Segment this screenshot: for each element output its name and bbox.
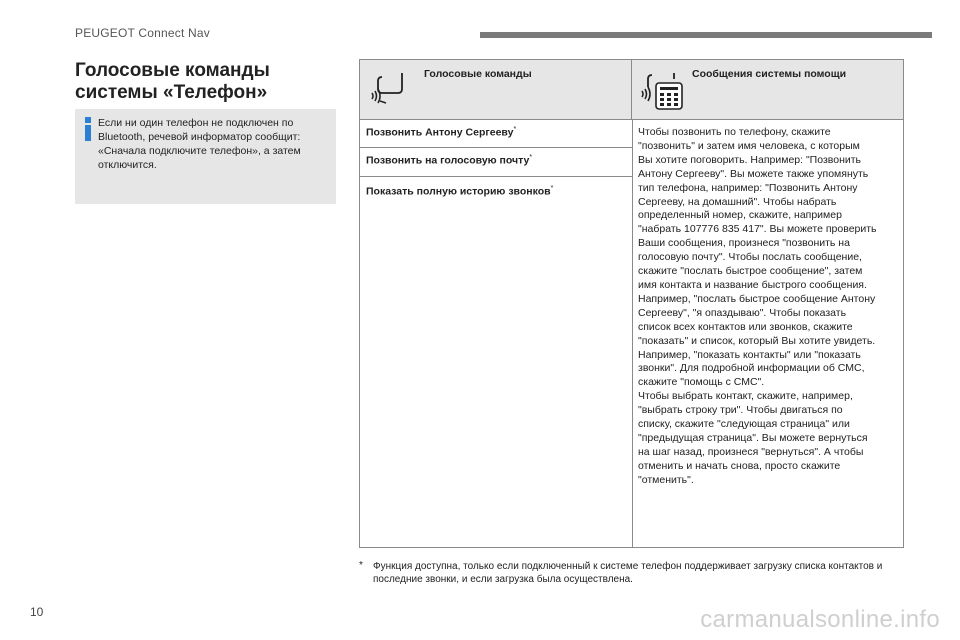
help-text-line: тип телефона, например: "Позвонить Антону bbox=[638, 181, 858, 194]
column-divider bbox=[632, 120, 633, 547]
info-text: Если ни один телефон не подключен по Bluetooth, речевой информатор сообщит: «Сначала подключите телефон», а затем отключится. bbox=[98, 117, 301, 171]
command-footnote-mark: * bbox=[529, 154, 533, 161]
help-text-line: на шаг назад, произнеся "вернуться". А чтобы bbox=[638, 445, 864, 458]
command-label: Позвонить на голосовую почту bbox=[366, 154, 530, 167]
command-footnote-mark: * bbox=[550, 185, 554, 192]
help-text-line: скажите "помощь с СМС". bbox=[638, 376, 765, 389]
help-text-line: "набрать 107776 835 417". Вы можете проверить bbox=[638, 223, 877, 236]
footnote-text: Функция доступна, только если подключенный к системе телефон поддерживает загрузку списка контактов и последние звонки, и если загрузка была осуществлена. bbox=[373, 561, 883, 585]
header-title: PEUGEOT Connect Nav bbox=[75, 26, 210, 40]
help-text-line: список всех контактов или звонков, скажите bbox=[638, 320, 853, 333]
voice-commands-table bbox=[359, 59, 904, 548]
watermark: carmanualsonline.info bbox=[700, 606, 940, 633]
help-text-line: Чтобы позвонить по телефону, скажите bbox=[638, 126, 831, 138]
command-label: Показать полную историю звонков bbox=[366, 185, 551, 198]
command-row bbox=[360, 120, 632, 145]
help-text-line: "позвонить" и затем имя человека, с которым bbox=[638, 139, 860, 152]
section-title-line1: Голосовые команды bbox=[75, 60, 270, 81]
command-label: Позвонить Антону Сергееву bbox=[366, 126, 514, 139]
voice-command-icon bbox=[368, 71, 404, 107]
help-text-line: "предыдущая страница". Вы можете вернуться bbox=[638, 431, 868, 444]
row-divider bbox=[360, 176, 632, 177]
help-text-line: Антону Сергееву". Вы можете также упомянуть bbox=[638, 167, 869, 180]
page-number: 10 bbox=[30, 605, 44, 619]
help-text-line: "выбрать строку три". Чтобы двигаться по bbox=[638, 404, 843, 417]
command-row bbox=[360, 179, 632, 204]
table-header-help bbox=[632, 60, 903, 120]
header-bar bbox=[480, 32, 932, 38]
help-text-line: Например, "послать быстрое сообщение Антону bbox=[638, 292, 876, 305]
help-text-line: "показать" и список, который Вы хотите увидеть. bbox=[638, 334, 876, 347]
help-text-line: Например, "показать контакты" или "показать bbox=[638, 348, 861, 361]
help-text bbox=[638, 126, 900, 488]
help-text-line: списку, скажите "следующая страница" или bbox=[638, 418, 850, 431]
footnote-mark: * bbox=[359, 560, 363, 571]
table-header-commands bbox=[360, 60, 632, 120]
help-text-line: имя контакта и название быстрого сообщения. bbox=[638, 278, 867, 291]
help-text-line: определенный номер, скажите, например bbox=[638, 209, 842, 222]
voice-help-keypad-icon bbox=[640, 71, 686, 111]
help-text-line: отменить и начать снова, просто скажите bbox=[638, 459, 841, 472]
help-text-line: Чтобы выбрать контакт, скажите, например, bbox=[638, 390, 853, 403]
info-box bbox=[75, 109, 336, 204]
help-text-line: Сергееву", "я опаздываю". Чтобы показать bbox=[638, 306, 847, 319]
section-title-line2: системы «Телефон» bbox=[75, 82, 268, 103]
help-text-line: Ваши сообщения, произнеся "позвонить на bbox=[638, 237, 850, 250]
help-text-line: Вы хотите поговорить. Например: "Позвонить bbox=[638, 153, 862, 166]
help-text-line: звонки". Для подробной информации об СМС, bbox=[638, 362, 865, 375]
help-text-line: Сергееву, на домашний". Чтобы набрать bbox=[638, 195, 837, 208]
help-text-line: голосовую почту". Чтобы послать сообщение, bbox=[638, 251, 862, 264]
info-icon bbox=[84, 117, 92, 141]
command-footnote-mark: * bbox=[513, 126, 517, 133]
table-header-commands-label: Голосовые команды bbox=[424, 68, 532, 80]
command-row bbox=[360, 148, 632, 173]
table-header-help-label: Сообщения системы помощи bbox=[692, 68, 847, 80]
section-title bbox=[75, 60, 325, 104]
help-text-line: скажите "послать быстрое сообщение", затем bbox=[638, 265, 863, 278]
help-text-line: "отменить". bbox=[638, 473, 694, 486]
